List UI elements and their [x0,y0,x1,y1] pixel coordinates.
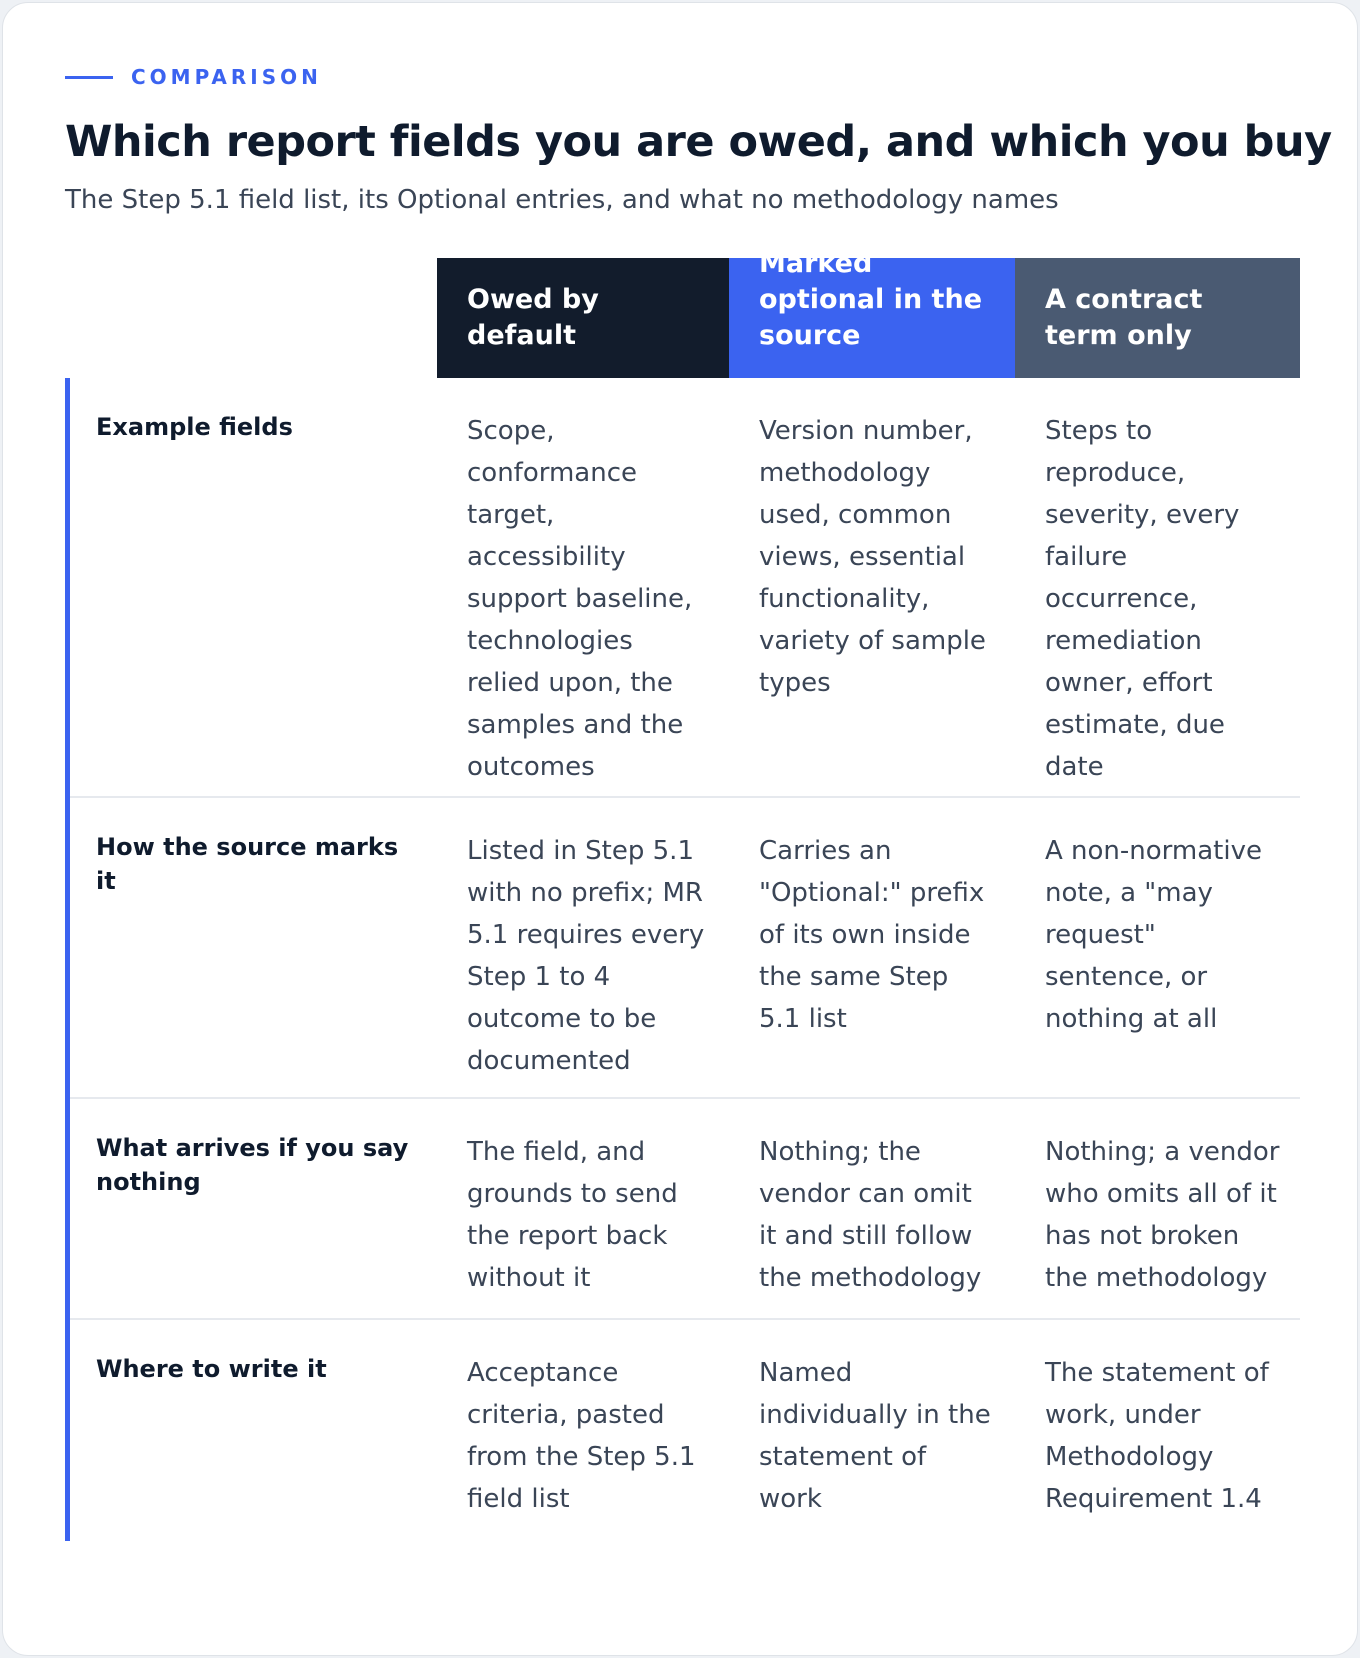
eyebrow [65,65,322,89]
eyebrow-label: COMPARISON [131,65,322,89]
table-row [70,1099,1300,1320]
row-label: How the source marks it [96,833,399,895]
comparison-table [65,248,1300,1541]
column-header-contract [1015,258,1300,378]
table-cell: Listed in Step 5.1 with no prefix; MR 5.1 requires every Step 1 to 4 outcome to be documented [467,836,705,1076]
table-row [70,1320,1300,1541]
comparison-card [2,2,1358,1656]
table-cell: Acceptance criteria, pasted from the Step 5.1 field list [467,1358,696,1514]
row-label: What arrives if you say nothing [96,1134,409,1196]
column-header-label: A contract term only [1045,284,1203,351]
table-cell: Named individually in the statement of work [759,1358,991,1514]
table-cell: Version number, methodology used, common views, essential functionality, variety of sample types [759,416,986,698]
table-cell: Steps to reproduce, severity, every failure occurrence, remediation owner, effort estimate, due date [1045,416,1240,782]
table-row [70,378,1300,798]
column-header-owed [437,258,729,378]
column-header-label: Owed by default [467,284,599,351]
eyebrow-rule [65,76,113,79]
table-cell: Nothing; the vendor can omit it and still follow the methodology [759,1137,982,1293]
page-subtitle: The Step 5.1 field list, its Optional entries, and what no methodology names [65,185,1059,215]
table-cell: A non-normative note, a "may request" sentence, or nothing at all [1045,836,1262,1034]
table-cell: Scope, conformance target, accessibility support baseline, technologies relied upon, the samples and the outcomes [467,416,693,782]
table-cell: Nothing; a vendor who omits all of it has not broken the methodology [1045,1137,1280,1293]
table-cell: The statement of work, under Methodology Requirement 1.4 [1045,1358,1269,1514]
table-cell: The field, and grounds to send the report back without it [467,1137,678,1293]
row-label: Example fields [96,413,293,441]
table-header [437,248,1300,378]
column-header-optional [729,248,1015,378]
column-header-label: Marked optional in the source [759,248,983,351]
page-title: Which report fields you are owed, and which you buy [65,117,1332,167]
table-cell: Carries an "Optional:" prefix of its own inside the same Step 5.1 list [759,836,985,1034]
table-row [70,798,1300,1099]
row-label: Where to write it [96,1355,327,1383]
table-body [65,378,1300,1541]
